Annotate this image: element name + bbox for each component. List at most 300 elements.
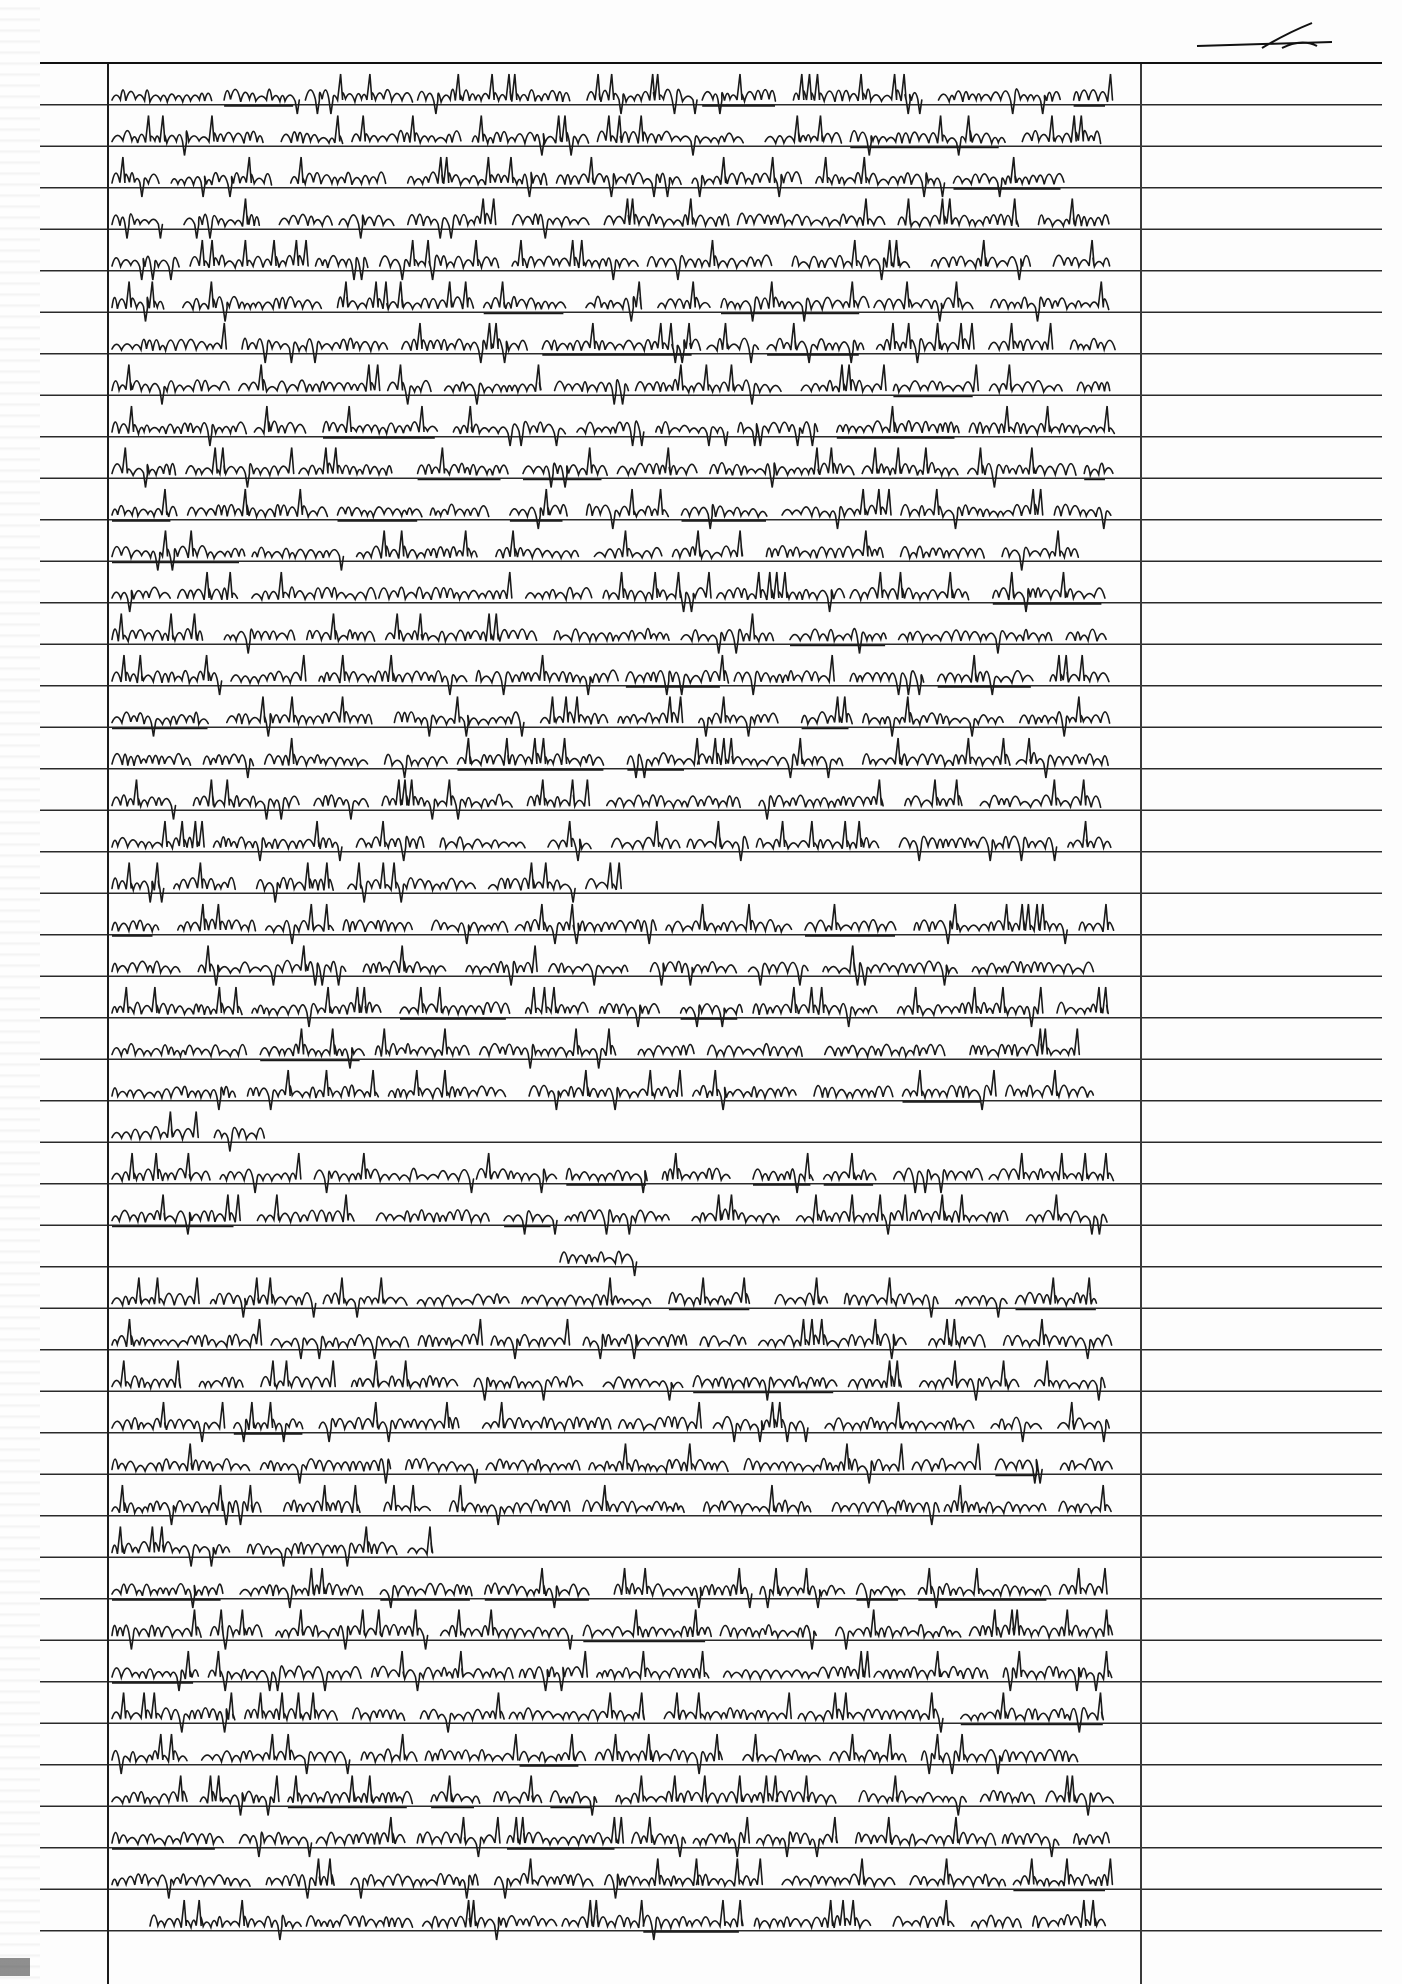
handwritten-word (1074, 1832, 1110, 1844)
handwritten-word (112, 754, 191, 766)
handwritten-word (227, 697, 372, 737)
handwritten-word (550, 1791, 596, 1815)
handwritten-word (790, 629, 886, 654)
handwritten-word (527, 780, 589, 808)
handwritten-word (112, 587, 170, 612)
handwritten-word (1053, 240, 1109, 267)
handwritten-word (319, 1402, 459, 1442)
handwritten-word (1079, 904, 1114, 932)
handwritten-word (445, 365, 541, 405)
handwritten-word (112, 961, 180, 973)
handwritten-word (382, 780, 512, 820)
handwritten-word (385, 754, 448, 778)
handwritten-word (753, 1153, 813, 1193)
handwritten-word (1074, 74, 1113, 102)
handwritten-word (509, 1693, 644, 1721)
handwritten-word (910, 1859, 1005, 1887)
handwritten-word (112, 157, 159, 197)
handwritten-word (756, 821, 878, 849)
handwritten-word (523, 448, 607, 488)
handwritten-word (557, 157, 682, 197)
handwritten-word (279, 214, 332, 225)
handwritten-word (767, 323, 864, 363)
handwritten-word (643, 1900, 743, 1940)
handwritten-word (261, 1459, 391, 1484)
handwritten-word (699, 697, 778, 737)
handwritten-word (1035, 1361, 1105, 1401)
handwritten-word (922, 1734, 1078, 1774)
handwritten-word (666, 904, 792, 932)
handwritten-word (954, 157, 1064, 197)
handwritten-word (991, 282, 1109, 322)
handwritten-word (734, 655, 834, 695)
handwritten-word (1016, 738, 1108, 778)
handwritten-word (548, 821, 591, 861)
handwritten-word (874, 282, 973, 322)
handwritten-word (802, 697, 853, 725)
handwritten-word (899, 630, 1052, 654)
handwritten-word (485, 1568, 589, 1608)
handwritten-word (814, 1086, 893, 1098)
handwritten-word (252, 987, 381, 1027)
handwritten-word (600, 1004, 660, 1027)
handwritten-word (240, 1568, 363, 1608)
handwritten-word (1002, 531, 1078, 571)
handwritten-word (496, 531, 579, 559)
handwritten-word (430, 504, 488, 516)
handwritten-word (361, 1734, 417, 1762)
handwritten-word (211, 1278, 316, 1318)
handwritten-word (850, 116, 1005, 156)
handwritten-word (231, 655, 306, 683)
handwritten-word (1003, 1651, 1111, 1691)
handwritten-word (577, 421, 644, 446)
handwritten-word (529, 1070, 682, 1110)
handwritten-word (832, 1500, 939, 1525)
handwritten-word (266, 1859, 334, 1899)
handwritten-word (239, 365, 380, 393)
handwritten-word (1022, 116, 1100, 144)
handwritten-word (990, 365, 1063, 393)
handwritten-word (510, 489, 567, 529)
handwritten-word (754, 1900, 870, 1928)
handwritten-word (417, 1817, 500, 1857)
handwritten-word (893, 1900, 954, 1928)
handwritten-word (112, 1402, 225, 1442)
handwritten-word (850, 572, 969, 600)
handwritten-word (845, 1278, 939, 1318)
handwritten-word (356, 821, 423, 861)
handwritten-word (587, 74, 697, 114)
handwritten-word (554, 629, 669, 642)
handwritten-word (894, 1168, 983, 1193)
handwritten-word (944, 1485, 1045, 1513)
handwritten-word (549, 963, 628, 985)
handwritten-word (112, 282, 164, 322)
handwritten-word (257, 863, 334, 903)
handwritten-word (316, 1817, 405, 1845)
handwritten-word (836, 1610, 961, 1650)
handwritten-word (720, 1625, 816, 1650)
handwritten-word (607, 795, 740, 807)
handwritten-word (850, 671, 924, 695)
handwritten-word (713, 1402, 808, 1442)
handwritten-word (669, 1278, 750, 1306)
handwritten-word (603, 572, 711, 612)
handwritten-word (112, 614, 203, 642)
handwritten-word (372, 1651, 513, 1691)
handwritten-word (388, 365, 431, 405)
handwritten-word (190, 240, 308, 268)
handwritten-word (211, 1610, 262, 1650)
handwritten-word (112, 1319, 262, 1347)
handwritten-word (961, 1693, 1104, 1733)
handwritten-word (993, 572, 1105, 612)
handwritten-word (619, 1402, 702, 1430)
handwritten-word (265, 738, 368, 766)
handwritten-word (658, 282, 710, 309)
handwritten-word (480, 1029, 616, 1069)
handwritten-word (849, 1361, 902, 1389)
handwritten-word (112, 1112, 198, 1140)
handwritten-word (560, 1251, 637, 1276)
handwritten-word (920, 1361, 1019, 1401)
handwritten-word (738, 422, 818, 446)
handwritten-word (112, 821, 204, 848)
handwritten-word (1077, 382, 1109, 391)
handwritten-word (261, 1361, 335, 1388)
handwritten-word (515, 904, 656, 944)
handwritten-word (112, 1832, 223, 1844)
handwritten-word (594, 531, 661, 559)
handwritten-word (112, 116, 263, 156)
handwritten-word (507, 1817, 623, 1845)
handwritten-word (203, 754, 253, 778)
handwritten-word (458, 738, 604, 766)
handwritten-word (112, 323, 226, 351)
handwritten-word (825, 1044, 945, 1056)
handwritten-word (603, 1377, 682, 1400)
handwritten-word (1039, 199, 1109, 227)
handwritten-word (453, 406, 565, 446)
handwritten-word (112, 1651, 198, 1691)
handwritten-word (753, 987, 877, 1027)
handwritten-word (338, 507, 422, 517)
handwritten-word (693, 1376, 837, 1401)
handwritten-word (357, 531, 477, 559)
handwritten-word (494, 1776, 542, 1803)
handwritten-word (402, 323, 527, 363)
handwritten-word (208, 1651, 361, 1691)
handwritten-word (379, 572, 512, 600)
handwritten-word (408, 199, 496, 239)
handwritten-word (816, 157, 945, 197)
handwritten-word (491, 1319, 569, 1359)
handwritten-word (877, 323, 974, 363)
handwritten-word (112, 1485, 261, 1525)
handwritten-word (112, 531, 245, 571)
handwritten-word (112, 1444, 250, 1472)
handwritten-word (423, 1900, 557, 1940)
handwritten-word (616, 1776, 778, 1804)
handwritten-word (981, 1791, 1035, 1804)
handwritten-word (968, 448, 1076, 488)
handwritten-word (319, 655, 467, 695)
handwritten-word (589, 1444, 728, 1472)
handwritten-word (202, 1734, 350, 1774)
handwritten-word (874, 1651, 988, 1679)
handwritten-word (910, 1195, 1008, 1223)
handwritten-word (1068, 821, 1111, 848)
handwritten-word (759, 780, 883, 820)
handwritten-word (627, 738, 699, 778)
handwritten-word (605, 1859, 699, 1899)
handwritten-word (112, 987, 242, 1015)
handwritten-word (586, 282, 641, 322)
handwritten-word (697, 1859, 763, 1887)
handwritten-word (905, 780, 962, 807)
handwritten-word (248, 1070, 379, 1110)
handwritten-word (698, 738, 843, 778)
handwritten-word (420, 1693, 504, 1733)
handwritten-word (193, 780, 299, 820)
handwritten-word (692, 157, 801, 197)
handwritten-word (351, 1874, 478, 1899)
handwritten-word (1054, 504, 1111, 529)
handwritten-word (440, 837, 525, 849)
handwritten-word (792, 240, 909, 280)
handwritten-word (178, 572, 238, 600)
handwritten-word (759, 1319, 906, 1359)
handwritten-word (363, 946, 445, 974)
handwritten-word (316, 256, 368, 280)
handwritten-word (656, 422, 728, 446)
handwritten-word (596, 1734, 723, 1774)
handwritten-word (418, 74, 570, 114)
handwritten-word (184, 199, 259, 239)
handwritten-word (744, 1444, 903, 1484)
handwritten-word (271, 1335, 408, 1359)
handwritten-word (504, 1211, 557, 1235)
handwritten-word (417, 1294, 509, 1306)
handwritten-word (662, 1153, 730, 1181)
handwritten-word (612, 821, 680, 849)
handwritten-word (825, 1402, 974, 1430)
handwritten-word (338, 282, 474, 310)
handwritten-word (586, 863, 621, 890)
handwritten-word (793, 74, 921, 114)
handwritten-word (214, 821, 342, 861)
handwritten-word (112, 365, 229, 405)
handwritten-word (991, 1417, 1041, 1442)
handwritten-word (970, 1029, 1079, 1057)
handwritten-word (566, 1168, 647, 1193)
handwritten-word (314, 795, 368, 819)
handwritten-word (112, 1153, 210, 1181)
handwritten-word (513, 214, 589, 238)
handwritten-word (1026, 1195, 1107, 1235)
handwritten-word (245, 1693, 337, 1721)
handwritten-word (520, 1734, 586, 1762)
handwritten-word (939, 89, 1061, 114)
handwritten-word (757, 1817, 838, 1857)
handwritten-word (687, 821, 748, 861)
handwritten-word (466, 946, 537, 986)
handwritten-word (112, 1776, 187, 1804)
handwritten-word (188, 489, 328, 517)
handwritten-word (150, 1900, 301, 1940)
handwritten-word (692, 1195, 779, 1223)
handwritten-word (112, 655, 222, 695)
handwritten-word (112, 1874, 250, 1898)
handwritten-word (863, 697, 1003, 737)
handwritten-word (932, 240, 1031, 280)
handwritten-word (198, 946, 345, 986)
handwritten-word (386, 614, 537, 642)
handwritten-word (650, 961, 736, 985)
handwritten-word (681, 1004, 743, 1027)
handwritten-word (323, 1278, 407, 1318)
handwritten-word (1066, 629, 1106, 641)
handwritten-word (1060, 1459, 1112, 1471)
handwritten-word (489, 863, 575, 903)
handwritten-word (1084, 463, 1113, 475)
handwritten-word (1016, 1278, 1097, 1306)
handwritten-word (339, 215, 394, 239)
handwritten-word (284, 1485, 360, 1513)
handwritten-word (782, 489, 891, 529)
handwritten-word (112, 1610, 201, 1650)
handwritten-word (254, 406, 305, 433)
handwritten-word (352, 1361, 458, 1388)
handwritten-word (618, 697, 683, 724)
handwritten-word (929, 1319, 985, 1347)
handwritten-word (721, 282, 869, 322)
handwritten-word (353, 1708, 405, 1720)
handwritten-word (276, 1610, 428, 1650)
handwritten-word (240, 1832, 312, 1857)
handwritten-word (112, 863, 164, 903)
handwritten-word (647, 240, 771, 280)
handwritten-word (970, 1610, 1113, 1638)
handwritten-word (597, 116, 743, 156)
handwritten-word (484, 282, 566, 310)
handwritten-word (1057, 987, 1108, 1014)
handwritten-word (555, 380, 629, 405)
handwritten-word (389, 1070, 506, 1098)
handwritten-word (112, 448, 176, 488)
handwritten-word (200, 1776, 279, 1816)
handwritten-word (526, 987, 588, 1014)
handwritten-word (472, 116, 588, 156)
handwritten-word (901, 489, 1043, 529)
handwritten-word (738, 199, 885, 226)
handwritten-word (749, 962, 808, 985)
handwritten-word (1020, 697, 1110, 737)
handwritten-word (898, 987, 1043, 1027)
handwritten-word (384, 1485, 430, 1511)
handwritten-word (408, 1527, 433, 1555)
handwritten-word (112, 214, 162, 239)
handwritten-word (522, 1278, 651, 1306)
handwritten-word (291, 157, 386, 185)
handwritten-word (859, 1776, 966, 1816)
handwritten-word (1050, 655, 1109, 682)
handwritten-word (186, 448, 294, 488)
handwritten-word (972, 1915, 1022, 1927)
handwritten-word (583, 1485, 684, 1512)
handwritten-word (486, 1459, 580, 1471)
handwritten-word (824, 1153, 876, 1180)
handwritten-word (1033, 1900, 1106, 1928)
handwritten-word (112, 780, 176, 820)
handwritten-word (938, 655, 1033, 695)
handwritten-word (112, 406, 246, 446)
handwritten-word (242, 338, 387, 363)
handwritten-word (693, 1070, 796, 1110)
handwritten-word (766, 531, 883, 559)
handwritten-word (199, 1377, 243, 1388)
handwritten-word (863, 738, 1010, 766)
handwritten-word (299, 448, 392, 476)
handwritten-word (583, 1334, 686, 1359)
handwritten-word (673, 531, 743, 559)
handwritten-word (441, 1610, 572, 1650)
handwritten-word (710, 448, 854, 488)
handwritten-word (432, 920, 508, 944)
handwritten-word (587, 489, 669, 529)
handwritten-word (477, 1153, 557, 1193)
handwritten-word (1058, 1402, 1109, 1442)
handwritten-word (406, 1458, 478, 1483)
handwritten-word (305, 74, 412, 114)
handwritten-word (760, 1568, 844, 1608)
handwritten-word (704, 1485, 811, 1513)
handwritten-word (1003, 1833, 1059, 1857)
handwritten-word (112, 1527, 230, 1567)
handwritten-word (901, 546, 985, 558)
handwritten-word (1006, 1070, 1094, 1098)
handwritten-word (112, 1693, 235, 1733)
handwritten-word (565, 1210, 669, 1235)
handwritten-word (857, 1583, 905, 1608)
handwritten-word (476, 655, 618, 695)
handwritten-word (1070, 339, 1115, 350)
handwritten-word (636, 365, 782, 405)
handwritten-word (112, 1278, 199, 1306)
handwritten-word (614, 1568, 752, 1608)
handwritten-word (693, 1817, 749, 1857)
handwritten-word (323, 406, 437, 434)
handwritten-word (626, 655, 729, 695)
handwritten-word (956, 1296, 1007, 1318)
handwritten-word (112, 256, 179, 280)
handwritten-word (112, 1044, 246, 1057)
handwritten-word (512, 240, 638, 280)
handwritten-word (220, 1153, 301, 1193)
handwritten-word (914, 904, 1067, 944)
handwritten-word (805, 904, 896, 931)
handwritten-word (234, 1402, 303, 1442)
handwritten-word (314, 1153, 473, 1193)
handwritten-word (252, 547, 343, 570)
handwritten-word (495, 1859, 593, 1899)
handwritten-word (707, 323, 758, 363)
handwritten-word (431, 1776, 480, 1804)
scan-corner-mark (0, 1958, 30, 1976)
handwritten-word (483, 1402, 611, 1430)
handwritten-word (702, 74, 775, 114)
